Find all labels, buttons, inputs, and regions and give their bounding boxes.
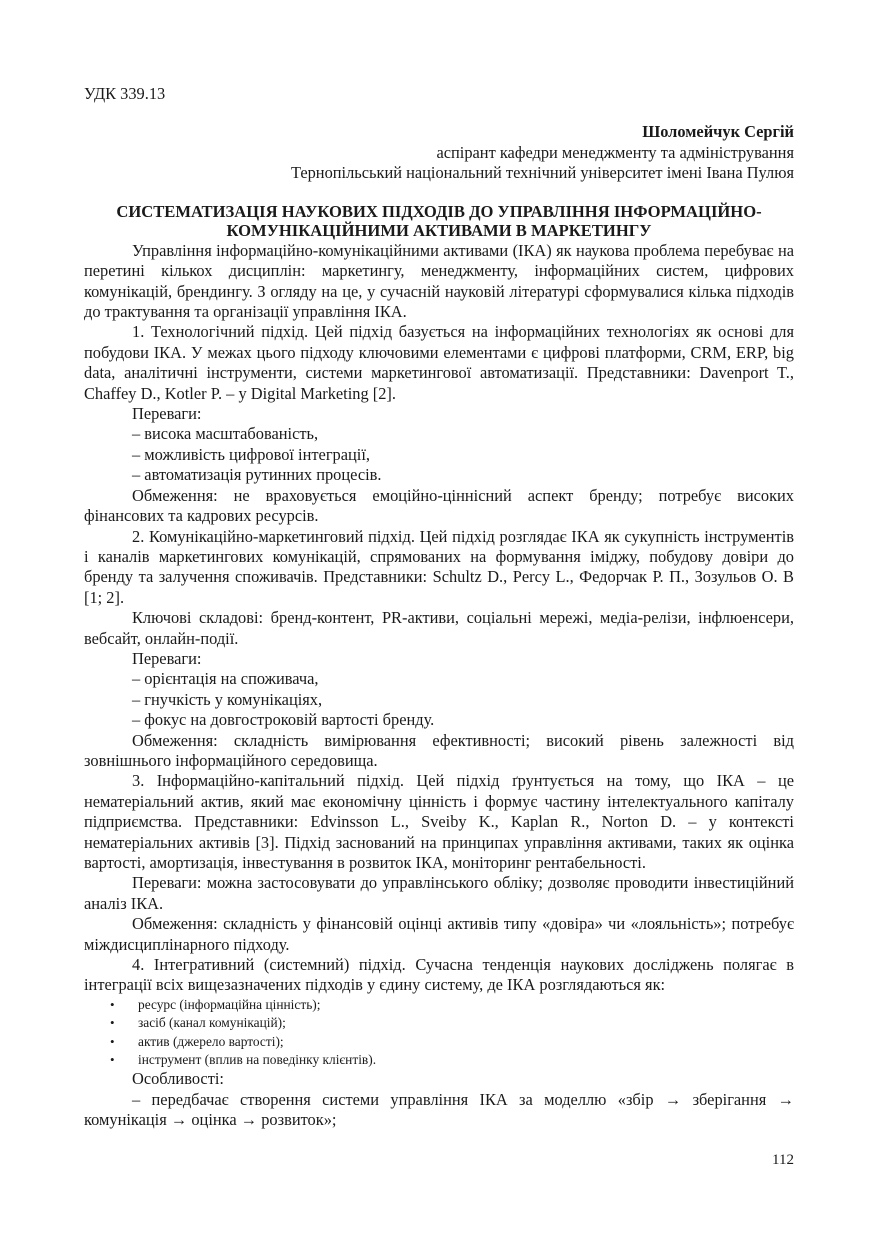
approach-2-advantage-item: – орієнтація на споживача, <box>132 669 319 689</box>
approach-1-advantages-label: Переваги: <box>132 404 202 424</box>
approach-1-advantage-item: – можливість цифрової інтеграції, <box>132 444 370 464</box>
bullet-item-text: інструмент (вплив на поведінку клієнтів). <box>138 1052 377 1068</box>
author-affiliation: Тернопільський національний технічний університет імені Івана Пулюя <box>290 163 794 183</box>
approach-3-limitations: Обмеження: складність у фінансовій оцінці активів типу «довіра» чи «лояльність»; потребує міждисциплінарного підходу. <box>84 914 794 954</box>
bullet-icon: • <box>110 1033 115 1049</box>
bullet-list-item <box>84 1051 794 1069</box>
author-position: аспірант кафедри менеджменту та адміністрування <box>436 142 794 162</box>
page-number: 112 <box>772 1152 794 1168</box>
approach-2-advantage-item: – фокус на довгостроковій вартості бренду. <box>132 710 435 730</box>
bullet-item-text: засіб (канал комунікацій); <box>138 1015 286 1031</box>
approach-2-limitations: Обмеження: складність вимірювання ефективності; високий рівень залежності від зовнішнього інформаційного середовища. <box>84 730 794 770</box>
bullet-icon: • <box>110 996 115 1012</box>
bullet-icon: • <box>110 1015 115 1031</box>
udc-code: УДК 339.13 <box>84 84 166 103</box>
approach-2-advantage-item: – гнучкість у комунікаціях, <box>132 689 323 709</box>
article-title-line-1: СИСТЕМАТИЗАЦІЯ НАУКОВИХ ПІДХОДІВ ДО УПРАВЛІННЯ ІНФОРМАЦІЙНО- <box>116 201 762 221</box>
document-page <box>84 84 794 1131</box>
approach-2-advantages-label: Переваги: <box>132 648 202 668</box>
approach-3-advantages: Переваги: можна застосовувати до управлінського обліку; дозволяє проводити інвестиційний аналіз ІКА. <box>84 873 794 913</box>
approach-4-feature-item: – передбачає створення системи управління ІКА за моделлю «збір → зберігання → комунікація → оцінка → розвиток»; <box>84 1089 794 1130</box>
bullet-item-text: ресурс (інформаційна цінність); <box>138 996 321 1012</box>
approach-2-key-components: Ключові складові: бренд-контент, PR-активи, соціальні мережі, медіа-релізи, інфлюенсери, вебсайт, онлайн-події. <box>84 608 794 648</box>
bullet-list-item <box>84 1033 794 1051</box>
intro-paragraph: Управління інформаційно-комунікаційними активами (ІКА) як наукова проблема перебуває на перетині кількох дисциплін: маркетингу, менеджменту, інформаційних систем, цифрових комунікацій, брендингу. З огляду на це, у сучасній науковій літературі сформувалися кілька підходів до трактування та організації управління ІКА. <box>84 240 794 322</box>
approach-1-advantage-item: – автоматизація рутинних процесів. <box>132 465 382 485</box>
approach-1-limitations: Обмеження: не враховується емоційно-ціннісний аспект бренду; потребує високих фінансових та кадрових ресурсів. <box>84 485 794 526</box>
approach-3-paragraph: 3. Інформаційно-капітальний підхід. Цей підхід ґрунтується на тому, що ІКА – це нематеріальний актив, який має економічну цінність і формує частину інтелектуального капіталу підприємства. Представники: Edvinsson L., Sveiby K., Kaplan R., Norton D. – у контексті нематеріальних активів [3]. Підхід заснований на принципах управління активами, таких як оцінка вартості, амортизація, інвестування в розвиток ІКА, моніторинг рентабельності. <box>84 771 794 872</box>
approach-4-features-label: Особливості: <box>132 1069 224 1089</box>
approach-4-paragraph: 4. Інтегративний (системний) підхід. Сучасна тенденція наукових досліджень полягає в інтеграції всіх вищезазначених підходів у єдину систему, де ІКА розглядаються як: <box>84 955 794 995</box>
bullet-list-item <box>84 996 794 1014</box>
approach-1-advantage-item: – висока масштабованість, <box>132 424 319 444</box>
bullet-list-item <box>84 1014 794 1032</box>
article-title <box>84 202 794 241</box>
approach-4-bullet-list <box>84 996 794 1070</box>
bullet-item-text: актив (джерело вартості); <box>138 1033 284 1049</box>
approach-2-paragraph: 2. Комунікаційно-маркетинговий підхід. Цей підхід розглядає ІКА як сукупність інструментів і каналів маркетингових комунікацій, спрямованих на формування іміджу, побудову довіри до бренду та залучення споживачів. Представники: Schultz D., Percy L., Федорчак Р. П., Зозульов О. В [1; 2]. <box>84 526 794 607</box>
bullet-icon: • <box>110 1052 115 1068</box>
author-name: Шоломейчук Сергій <box>642 122 794 142</box>
article-title-line-2: КОМУНІКАЦІЙНИМИ АКТИВАМИ В МАРКЕТИНГУ <box>226 221 652 241</box>
author-block <box>84 122 794 183</box>
approach-1-paragraph: 1. Технологічний підхід. Цей підхід базується на інформаційних технологіях як основі для побудови ІКА. У межах цього підходу ключовими елементами є цифрові платформи, CRM, ERP, big data, аналітичні інструменти, системи маркетингової автоматизації. Представники: Davenport T., Chaffey D., Kotler P. – у Digital Marketing [2]. <box>84 322 794 403</box>
